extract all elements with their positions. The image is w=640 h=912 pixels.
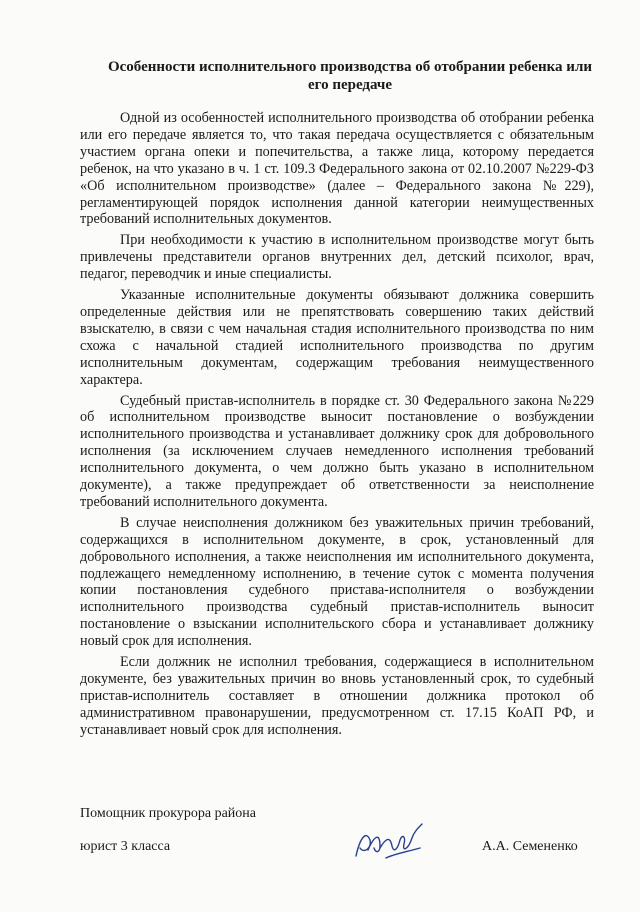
paragraph: В случае неисполнения должником без уважительных причин требований, содержащихся в исполнительном документе, в срок, установленный для добровольного исполнения, а также неисполнения им исполнительного документа, подлежащего немедленному исполнению, в течение суток с момента получения копии постановления судебного пристава-исполнителя о возбуждении исполнительного производства судебный пристав-исполнитель выносит постановление о взыскании исполнительского сбора и устанавливает должнику новый срок для исполнения.	[80, 514, 594, 650]
document-body	[80, 110, 594, 743]
signer-name: А.А. Семененко	[482, 839, 578, 854]
paragraph: Судебный пристав-исполнитель в порядке ст. 30 Федерального закона №229 об исполнительном производстве выносит постановление о возбуждении исполнительного производства и устанавливает должнику срок для добровольного исполнения (за исключением случаев немедленного исполнения требований исполнительного документа, о чем должно быть указано в исполнительном документе), а также предупреждает об ответственности за неисполнение требований исполнительного документа.	[80, 392, 594, 510]
handwritten-signature	[350, 818, 430, 868]
paragraph: Одной из особенностей исполнительного производства об отобрании ребенка или его передаче является то, что такая передача осуществляется с обязательным участием органа опеки и попечительства, а также лица, которому передается ребенок, на что указано в ч. 1 ст. 109.3 Федерального закона от 02.10.2007 №229-ФЗ «Об исполнительном производстве» (далее – Федерального закона №229), регламентирующей порядок исполнения данной категории неимущественных требований исполнительных документов.	[80, 110, 594, 228]
signer-rank: юрист 3 класса	[80, 839, 171, 854]
paragraph: Если должник не исполнил требования, содержащиеся в исполнительном документе, без уважительных причин во вновь установленный срок, то судебный пристав-исполнитель составляет в отношении должника протокол об административном правонарушении, предусмотренном ст. 17.15 КоАП РФ, и устанавливает новый срок для исполнения.	[80, 654, 594, 738]
signer-position: Помощник прокурора района	[80, 806, 256, 821]
document-title: Особенности исполнительного производства об отобрании ребенка или его передаче	[107, 59, 593, 93]
paragraph: При необходимости к участию в исполнительном производстве могут быть привлечены представители органов внутренних дел, детский психолог, врач, педагог, переводчик и иные специалисты.	[80, 232, 594, 283]
paragraph: Указанные исполнительные документы обязывают должника совершить определенные действия или не препятствовать совершению таких действий взыскателю, в связи с чем начальная стадия исполнительного производства по ним схожа с начальной стадией исполнительного производства по другим исполнительным документам, содержащим требования неимущественного характера.	[80, 287, 594, 388]
